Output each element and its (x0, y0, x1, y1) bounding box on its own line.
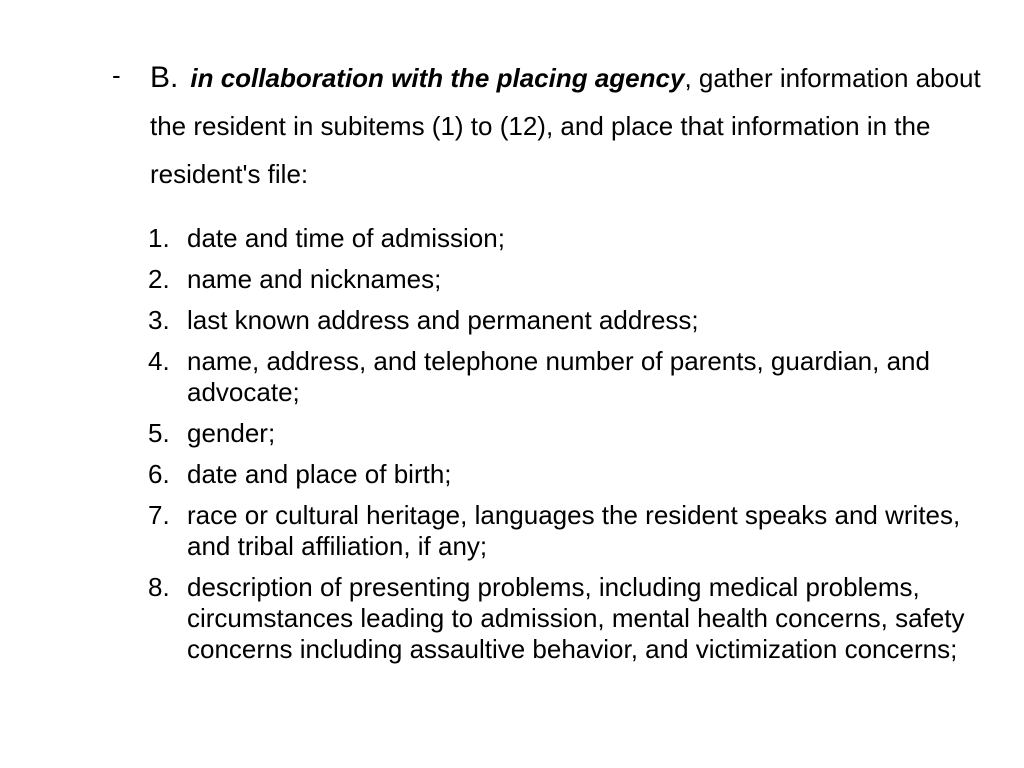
item-text: race or cultural heritage, languages the resident speaks and writes, and tribal affiliation, if any; (187, 500, 961, 561)
item-text: date and time of admission; (187, 223, 505, 253)
subitem-list (148, 223, 968, 675)
item-number: 6. (148, 459, 170, 489)
section-label: B. (150, 61, 179, 94)
item-number: 5. (148, 418, 170, 448)
list-item (148, 500, 968, 562)
item-text: date and place of birth; (187, 459, 452, 489)
item-text: description of presenting problems, including medical problems, circumstances leading to admission, mental health concerns, safety concerns including assaultive behavior, and victimization concerns; (187, 572, 965, 664)
dash-bullet: - (112, 60, 121, 90)
item-number: 4. (148, 346, 170, 376)
item-text: last known address and permanent address; (187, 305, 699, 335)
list-item (148, 572, 968, 665)
list-item (148, 418, 968, 449)
list-item (148, 223, 968, 254)
list-item (148, 459, 968, 490)
emphasis-text: in collaboration with the placing agency (190, 63, 685, 93)
item-number: 3. (148, 305, 170, 335)
item-number: 2. (148, 264, 170, 294)
item-text: name, address, and telephone number of parents, guardian, and advocate; (187, 346, 930, 407)
intro-rest-text: , gather information about the resident in subitems (1) to (12), and place that information in the resident's file: (150, 63, 981, 189)
list-item (148, 346, 968, 408)
item-number: 1. (148, 223, 170, 253)
list-item (148, 305, 968, 336)
item-number: 7. (148, 500, 170, 530)
intro-paragraph (150, 54, 990, 198)
list-item (148, 264, 968, 295)
item-text: gender; (187, 418, 276, 448)
item-text: name and nicknames; (187, 264, 442, 294)
item-number: 8. (148, 572, 170, 602)
